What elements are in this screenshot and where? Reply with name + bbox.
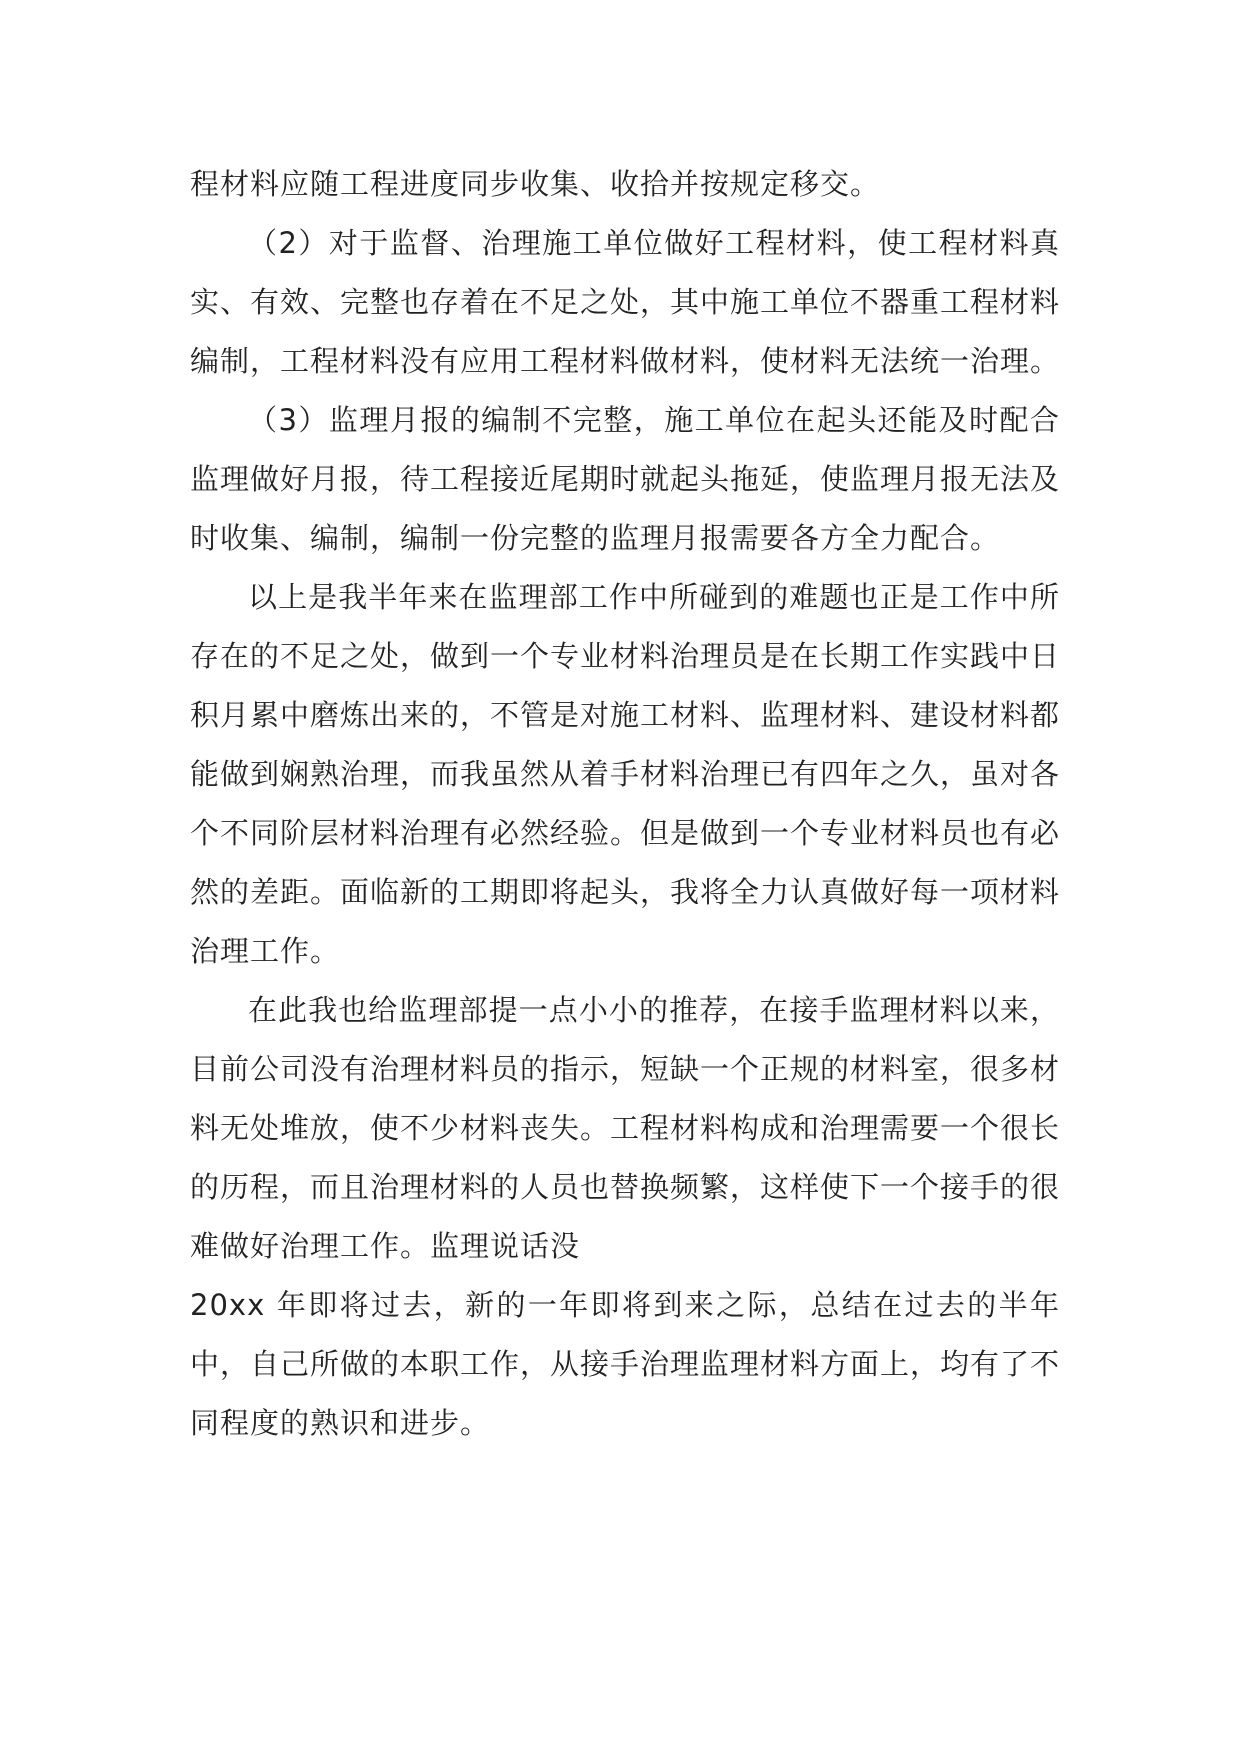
paragraph-continuation: 程材料应随工程进度同步收集、收拾并按规定移交。 bbox=[190, 167, 881, 201]
document-body bbox=[190, 155, 1060, 1453]
paragraph-year-summary: 20xx 年即将过去，新的一年即将到来之际，总结在过去的半年中，自己所做的本职工作，从接手治理监理材料方面上，均有了不同程度的熟识和进步。 bbox=[190, 1288, 1061, 1440]
paragraph-item-3: （3）监理月报的编制不完整，施工单位在起头还能及时配合监理做好月报，待工程接近尾期时就起头拖延，使监理月报无法及时收集、编制，编制一份完整的监理月报需要各方全力配合。 bbox=[190, 403, 1061, 555]
paragraph-difficulties-summary: 以上是我半年来在监理部工作中所碰到的难题也正是工作中所存在的不足之处，做到一个专业材料治理员是在长期工作实践中日积月累中磨炼出来的，不管是对施工材料、监理材料、建设材料都能做到娴熟治理，而我虽然从着手材料治理已有四年之久，虽对各个不同阶层材料治理有必然经验。但是做到一个专业材料员也有必然的差距。面临新的工期即将起头，我将全力认真做好每一项材料治理工作。 bbox=[190, 580, 1061, 968]
paragraph-item-2: （2）对于监督、治理施工单位做好工程材料，使工程材料真实、有效、完整也存着在不足之处，其中施工单位不器重工程材料编制，工程材料没有应用工程材料做材料，使材料无法统一治理。 bbox=[190, 226, 1061, 378]
paragraph-recommendation: 在此我也给监理部提一点小小的推荐，在接手监理材料以来，目前公司没有治理材料员的指示，短缺一个正规的材料室，很多材料无处堆放，使不少材料丧失。工程材料构成和治理需要一个很长的历程，而且治理材料的人员也替换频繁，这样使下一个接手的很难做好治理工作。监理说话没 bbox=[190, 993, 1061, 1263]
